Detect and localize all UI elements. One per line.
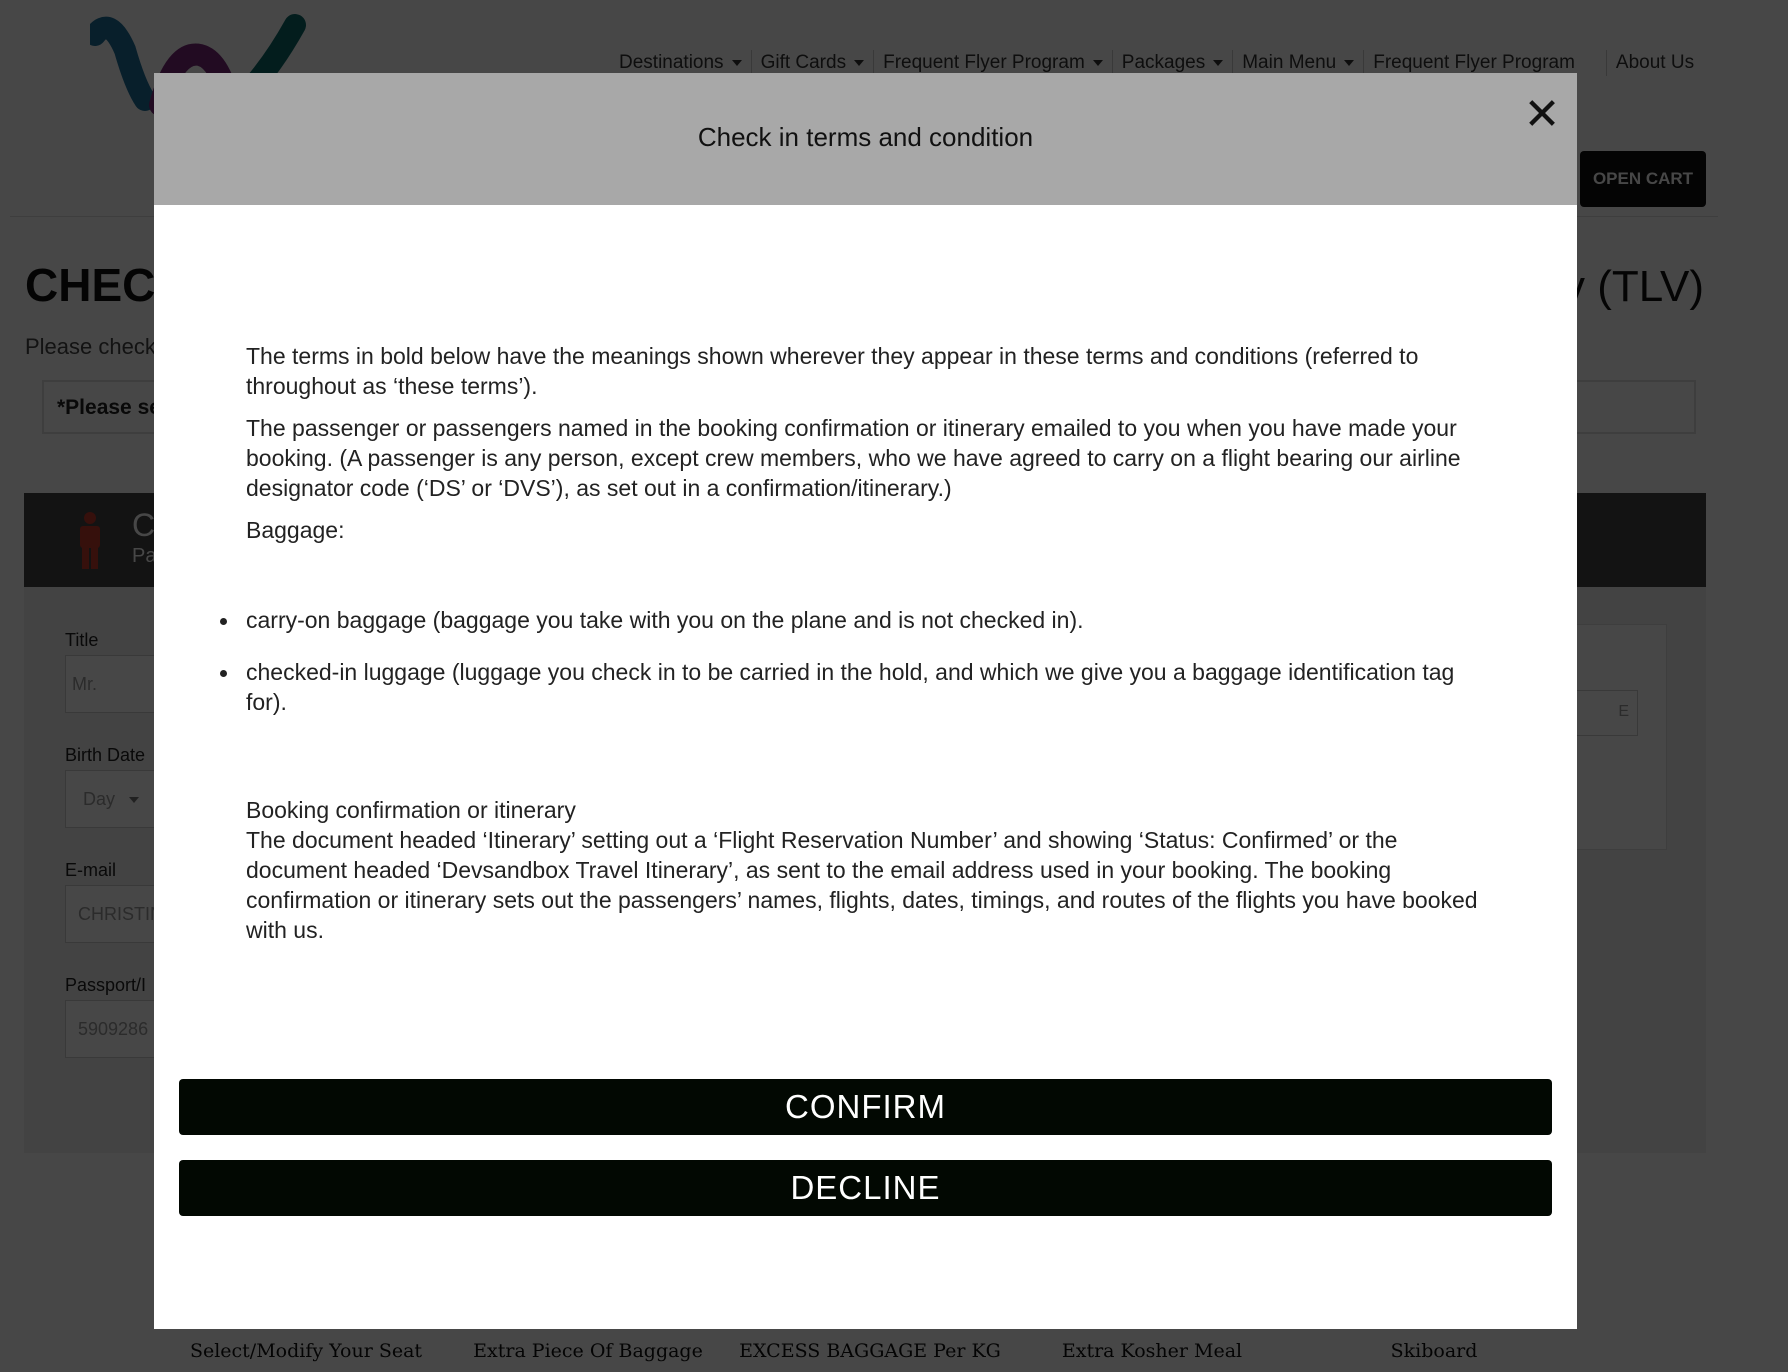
terms-modal (154, 73, 1577, 1329)
booking-text: The document headed ‘Itinerary’ setting out a ‘Flight Reservation Number’ and showing ‘Status: Confirmed’ or the document headed ‘Devsandbox Travel Itinerary’, as sent to the email address used in your booking. The booking confirmation or itinerary sets out the passengers’ names, flights, dates, timings, and routes of the flights you have booked with us. (246, 827, 1478, 943)
baggage-heading: Baggage: (246, 517, 345, 543)
list-item: checked-in luggage (luggage you check in to be carried in the hold, and which we give you a baggage identification tag for). (246, 657, 1486, 717)
booking-section (246, 795, 1486, 945)
terms-body (246, 341, 1486, 945)
confirm-button[interactable]: CONFIRM (179, 1079, 1552, 1135)
modal-title: Check in terms and condition (697, 122, 1034, 152)
booking-heading: Booking confirmation or itinerary (246, 797, 576, 823)
decline-button[interactable]: DECLINE (179, 1160, 1552, 1216)
terms-paragraph: The terms in bold below have the meanings shown wherever they appear in these terms and conditions (referred to throughout as ‘these terms’). (246, 343, 1419, 399)
list-item: carry-on baggage (baggage you take with you on the plane and is not checked in). (246, 605, 1486, 635)
baggage-list (246, 605, 1486, 717)
terms-paragraph: The passenger or passengers named in the booking confirmation or itinerary emailed to you when you have made your booking. (A passenger is any person, except crew members, who we have agreed to carry on a flight bearing our airline designator code (‘DS’ or ‘DVS’), as set out in a confirmation/itinerary.) (246, 415, 1461, 501)
close-icon[interactable]: ✕ (1523, 90, 1561, 139)
modal-header (154, 73, 1577, 205)
